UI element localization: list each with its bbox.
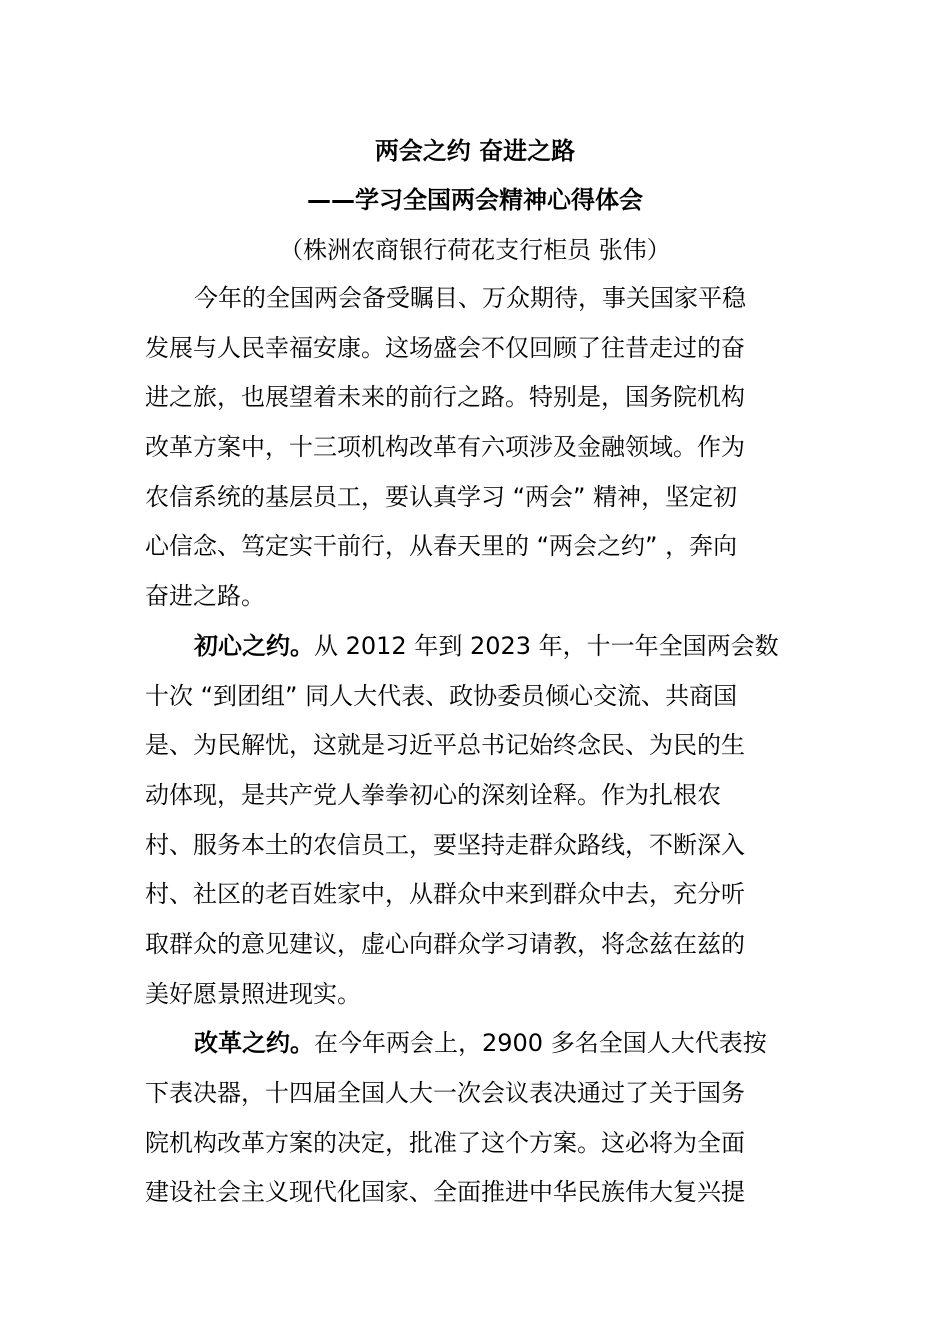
paragraph-3-line-2: 下表决器，十四届全国人大一次会议表决通过了关于国务 bbox=[145, 1079, 745, 1107]
paragraph-3-line-1: 改革之约。在今年两会上，2900 多名全国人大代表按 bbox=[194, 1029, 767, 1058]
paragraph-1-line-5: 农信系统的基层员工，要认真学习 “两会” 精神，坚定初 bbox=[145, 482, 738, 511]
document-subtitle: ——学习全国两会精神心得体会 bbox=[307, 186, 643, 214]
paragraph-2-line-5: 村、服务本土的农信员工，要坚持走群众路线，不断深入 bbox=[145, 830, 745, 859]
paragraph-2-line-4: 动体现，是共产党人拳拳初心的深刻诠释。作为扎根农 bbox=[145, 780, 721, 809]
paragraph-2-line-2: 十次 “到团组” 同人大代表、政协委员倾心交流、共商国 bbox=[145, 681, 738, 710]
paragraph-2-line-3: 是、为民解忧，这就是习近平总书记始终念民、为民的生 bbox=[145, 731, 745, 760]
paragraph-1-line-3: 进之旅，也展望着未来的前行之路。特别是，国务院机构 bbox=[145, 383, 745, 412]
document-author: （株洲农商银行荷花支行柜员 张伟） bbox=[279, 236, 671, 264]
document-title: 两会之约 奋进之路 bbox=[374, 137, 576, 165]
paragraph-3-line-3: 院机构改革方案的决定，批准了这个方案。这必将为全面 bbox=[145, 1128, 745, 1157]
paragraph-2-line-7: 取群众的意见建议，虚心向群众学习请教，将念兹在兹的 bbox=[145, 929, 745, 958]
paragraph-2-lead: 初心之约。 bbox=[194, 631, 314, 660]
paragraph-3-lead: 改革之约。 bbox=[194, 1029, 314, 1058]
paragraph-1-line-2: 发展与人民幸福安康。这场盛会不仅回顾了往昔走过的奋 bbox=[145, 333, 745, 362]
paragraph-2-line-8: 美好愿景照进现实。 bbox=[145, 979, 361, 1008]
paragraph-3-line-4: 建设社会主义现代化国家、全面推进中华民族伟大复兴提 bbox=[145, 1178, 745, 1207]
document-body bbox=[145, 274, 810, 1218]
paragraph-1-line-7: 奋进之路。 bbox=[145, 582, 265, 611]
paragraph-1-line-4: 改革方案中，十三项机构改革有六项涉及金融领域。作为 bbox=[145, 433, 745, 462]
paragraph-2-line-1: 初心之约。从 2012 年到 2023 年，十一年全国两会数 bbox=[194, 631, 779, 660]
paragraph-1-line-6: 心信念、笃定实干前行，从春天里的 “两会之约” ，奔向 bbox=[145, 532, 738, 561]
paragraph-2-line-6: 村、社区的老百姓家中，从群众中来到群众中去，充分听 bbox=[145, 880, 745, 909]
paragraph-1-line-1: 今年的全国两会备受瞩目、万众期待，事关国家平稳 bbox=[194, 284, 746, 312]
